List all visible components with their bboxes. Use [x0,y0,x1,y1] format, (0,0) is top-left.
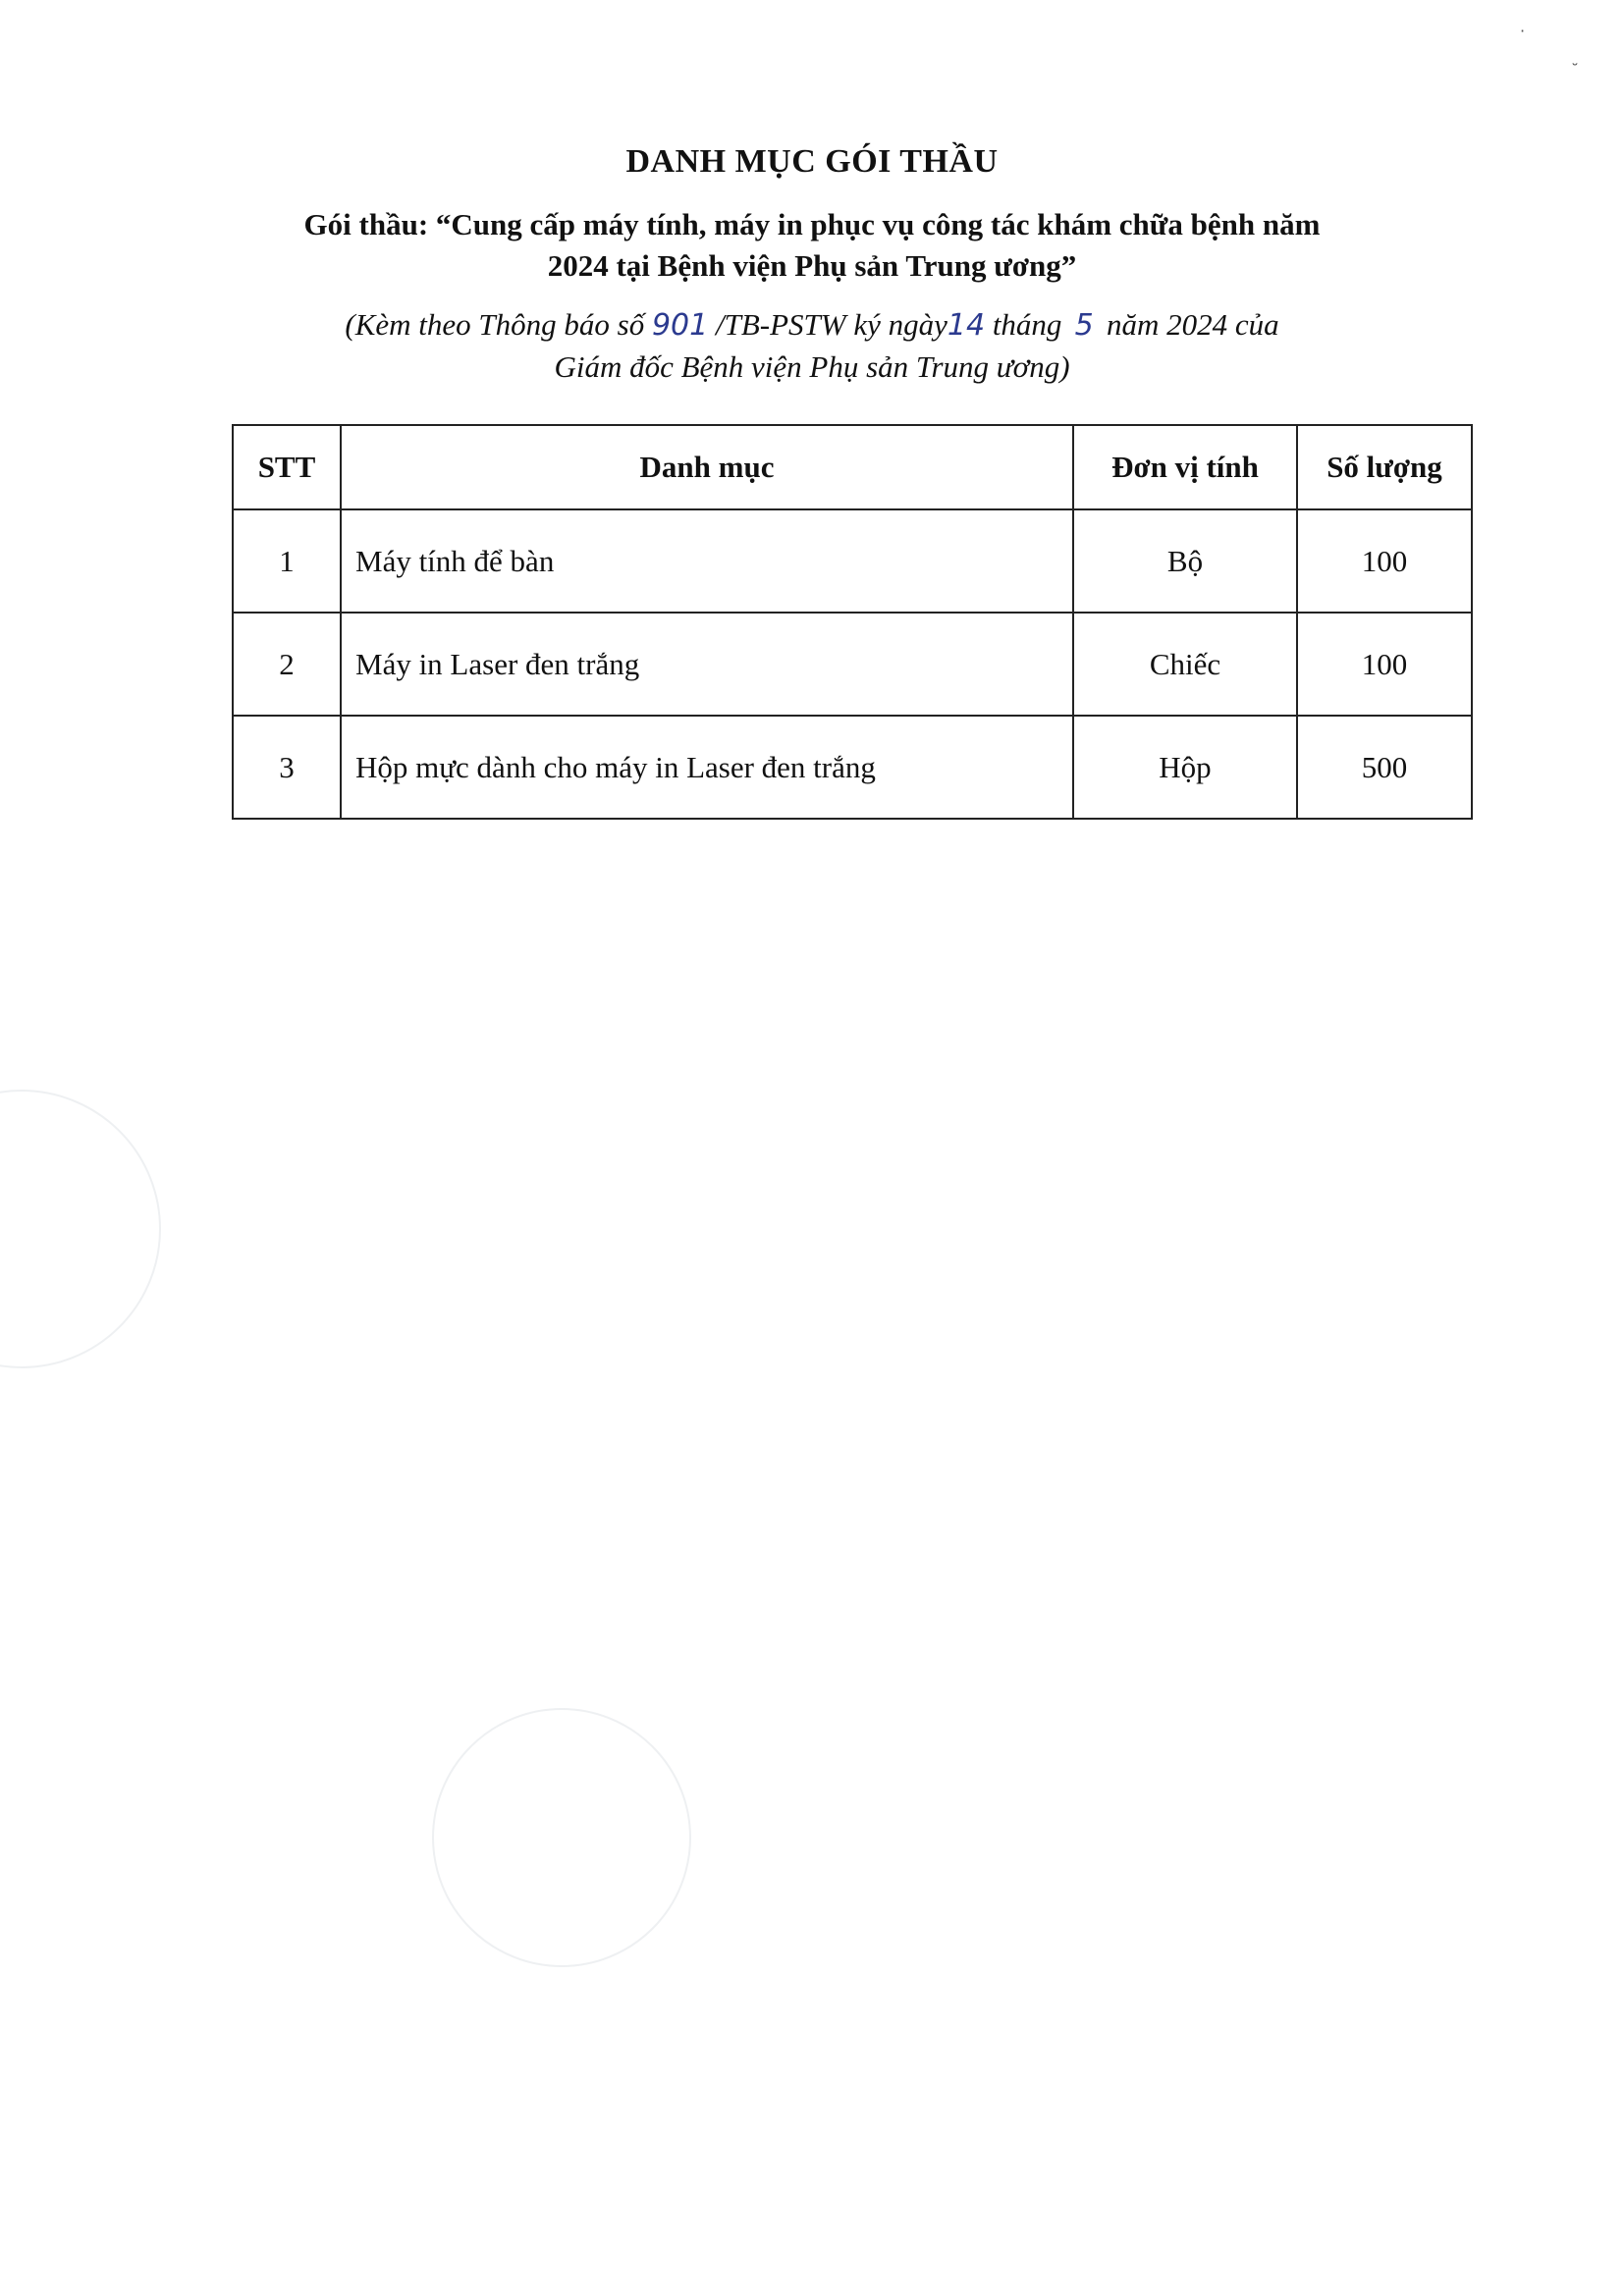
table-row [233,509,1472,613]
header-qty: Số lượng [1297,425,1472,509]
table-header-row [233,425,1472,509]
row-unit: Bộ [1073,509,1297,613]
header-stt: STT [233,425,341,509]
header-unit: Đơn vị tính [1073,425,1297,509]
row-qty: 100 [1297,509,1472,613]
attach-mid-3: năm 2024 của [1099,307,1279,342]
attachment-note [245,304,1379,388]
row-stt: 1 [233,509,341,613]
attachment-line-1 [245,304,1379,347]
subtitle-line-1: Gói thầu: “Cung cấp máy tính, máy in phục vụ công tác khám chữa bệnh năm [303,207,1321,241]
month-handwritten: 5 [1074,308,1094,343]
faint-stamp-bottom [432,1708,691,1967]
items-table [232,424,1473,820]
attachment-line-2: Giám đốc Bệnh viện Phụ sản Trung ương) [554,349,1070,384]
subtitle-line-2: 2024 tại Bệnh viện Phụ sản Trung ương” [547,248,1077,283]
row-qty: 500 [1297,716,1472,819]
row-stt: 2 [233,613,341,716]
package-subtitle [216,204,1408,287]
document-title: DANH MỤC GÓI THẦU [625,143,999,180]
row-unit: Chiếc [1073,613,1297,716]
day-handwritten: 14 [947,308,986,343]
attach-prefix: (Kèm theo Thông báo số [345,307,652,342]
attach-mid-1: /TB-PSTW ký ngày [708,307,947,342]
scan-mark: ˘ [1571,61,1579,80]
table-row [233,613,1472,716]
attach-mid-2: tháng [985,307,1070,342]
row-stt: 3 [233,716,341,819]
header-item: Danh mục [341,425,1073,509]
notice-number-handwritten: 901 [651,308,709,343]
table-row [233,716,1472,819]
faint-stamp-left [0,1090,161,1368]
row-item: Máy in Laser đen trắng [341,613,1073,716]
row-item: Hộp mực dành cho máy in Laser đen trắng [341,716,1073,819]
scan-mark: · [1520,22,1526,40]
row-item: Máy tính để bàn [341,509,1073,613]
row-unit: Hộp [1073,716,1297,819]
row-qty: 100 [1297,613,1472,716]
